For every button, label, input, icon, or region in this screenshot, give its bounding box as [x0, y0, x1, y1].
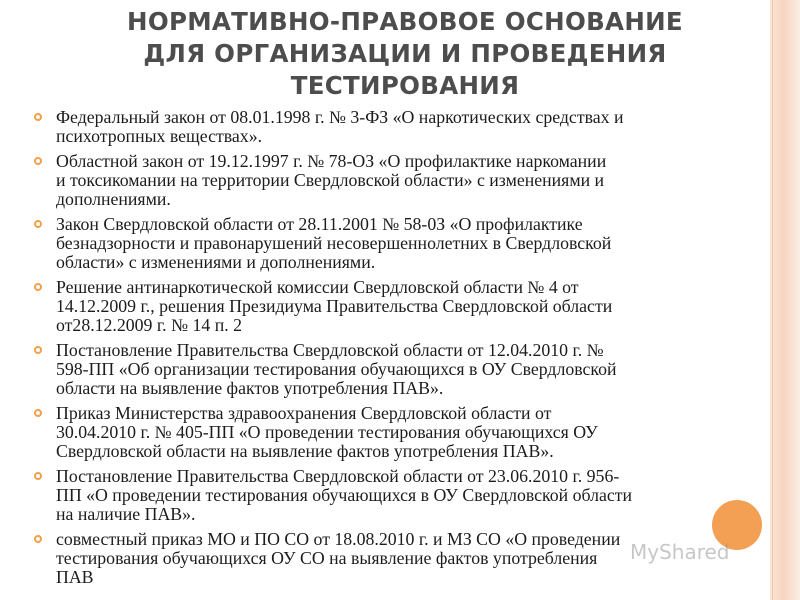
item-line: психотропных веществах». — [56, 126, 263, 146]
legal-basis-list — [34, 108, 774, 593]
item-line: дополнениями. — [56, 189, 171, 209]
item-line: совместный приказ МО и ПО СО от 18.08.2010 г. и МЗ СО «О проведении — [56, 529, 621, 549]
item-line: Постановление Правительства Свердловской области от 23.06.2010 г. 956- — [56, 466, 620, 486]
item-line: от28.12.2009 г. № 14 п. 2 — [56, 315, 242, 335]
slide-title — [60, 6, 750, 102]
item-line: Областной закон от 19.12.1997 г. № 78-ОЗ «О профилактике наркомании — [56, 151, 607, 171]
item-line: 14.12.2009 г., решения Президиума Правительства Свердловской области — [56, 296, 613, 316]
item-line: безнадзорности и правонарушений несовершеннолетних в Свердловской — [56, 233, 612, 253]
bullet-icon — [34, 472, 42, 480]
watermark-logo: MyShared — [630, 540, 730, 564]
bullet-icon — [34, 346, 42, 354]
item-line: Федеральный закон от 08.01.1998 г. № 3-ФЗ «О наркотических средствах и — [56, 107, 624, 127]
list-item — [34, 152, 774, 209]
list-item — [34, 278, 774, 335]
item-line: Закон Свердловской области от 28.11.2001 № 58-0З «О профилактике — [56, 214, 583, 234]
bullet-icon — [34, 535, 42, 543]
title-line: ДЛЯ ОРГАНИЗАЦИИ И ПРОВЕДЕНИЯ — [143, 39, 667, 68]
title-line: ТЕСТИРОВАНИЯ — [290, 71, 520, 100]
item-line: и токсикомании на территории Свердловской области» с изменениями и — [56, 170, 605, 190]
item-line: Свердловской области на выявление фактов употребления ПАВ». — [56, 441, 554, 461]
title-line: НОРМАТИВНО-ПРАВОВОЕ ОСНОВАНИЕ — [127, 7, 683, 36]
item-line: области на выявление фактов употребления ПАВ». — [56, 378, 444, 398]
item-line: области» с изменениями и дополнениями. — [56, 252, 376, 272]
item-line: Решение антинаркотической комиссии Свердловской области № 4 от — [56, 277, 579, 297]
bullet-icon — [34, 409, 42, 417]
bullet-icon — [34, 283, 42, 291]
list-item — [34, 108, 774, 146]
bullet-icon — [34, 220, 42, 228]
item-line: тестирования обучающихся ОУ СО на выявление фактов употребления — [56, 548, 598, 568]
item-line: Приказ Министерства здравоохранения Свердловской области от — [56, 403, 552, 423]
list-item — [34, 215, 774, 272]
list-item — [34, 404, 774, 461]
list-item — [34, 341, 774, 398]
item-line: ПАВ — [56, 567, 94, 587]
list-item — [34, 467, 774, 524]
item-line: на наличие ПАВ». — [56, 504, 196, 524]
item-line: 30.04.2010 г. № 405-ПП «О проведении тестирования обучающихся ОУ — [56, 422, 598, 442]
item-line: Постановление Правительства Свердловской области от 12.04.2010 г. № — [56, 340, 604, 360]
item-line: ПП «О проведении тестирования обучающихся в ОУ Свердловской области — [56, 485, 633, 505]
bullet-icon — [34, 113, 42, 121]
item-line: 598-ПП «Об организации тестирования обучающихся в ОУ Свердловской — [56, 359, 617, 379]
bullet-icon — [34, 157, 42, 165]
decorative-side-strip — [770, 0, 800, 600]
